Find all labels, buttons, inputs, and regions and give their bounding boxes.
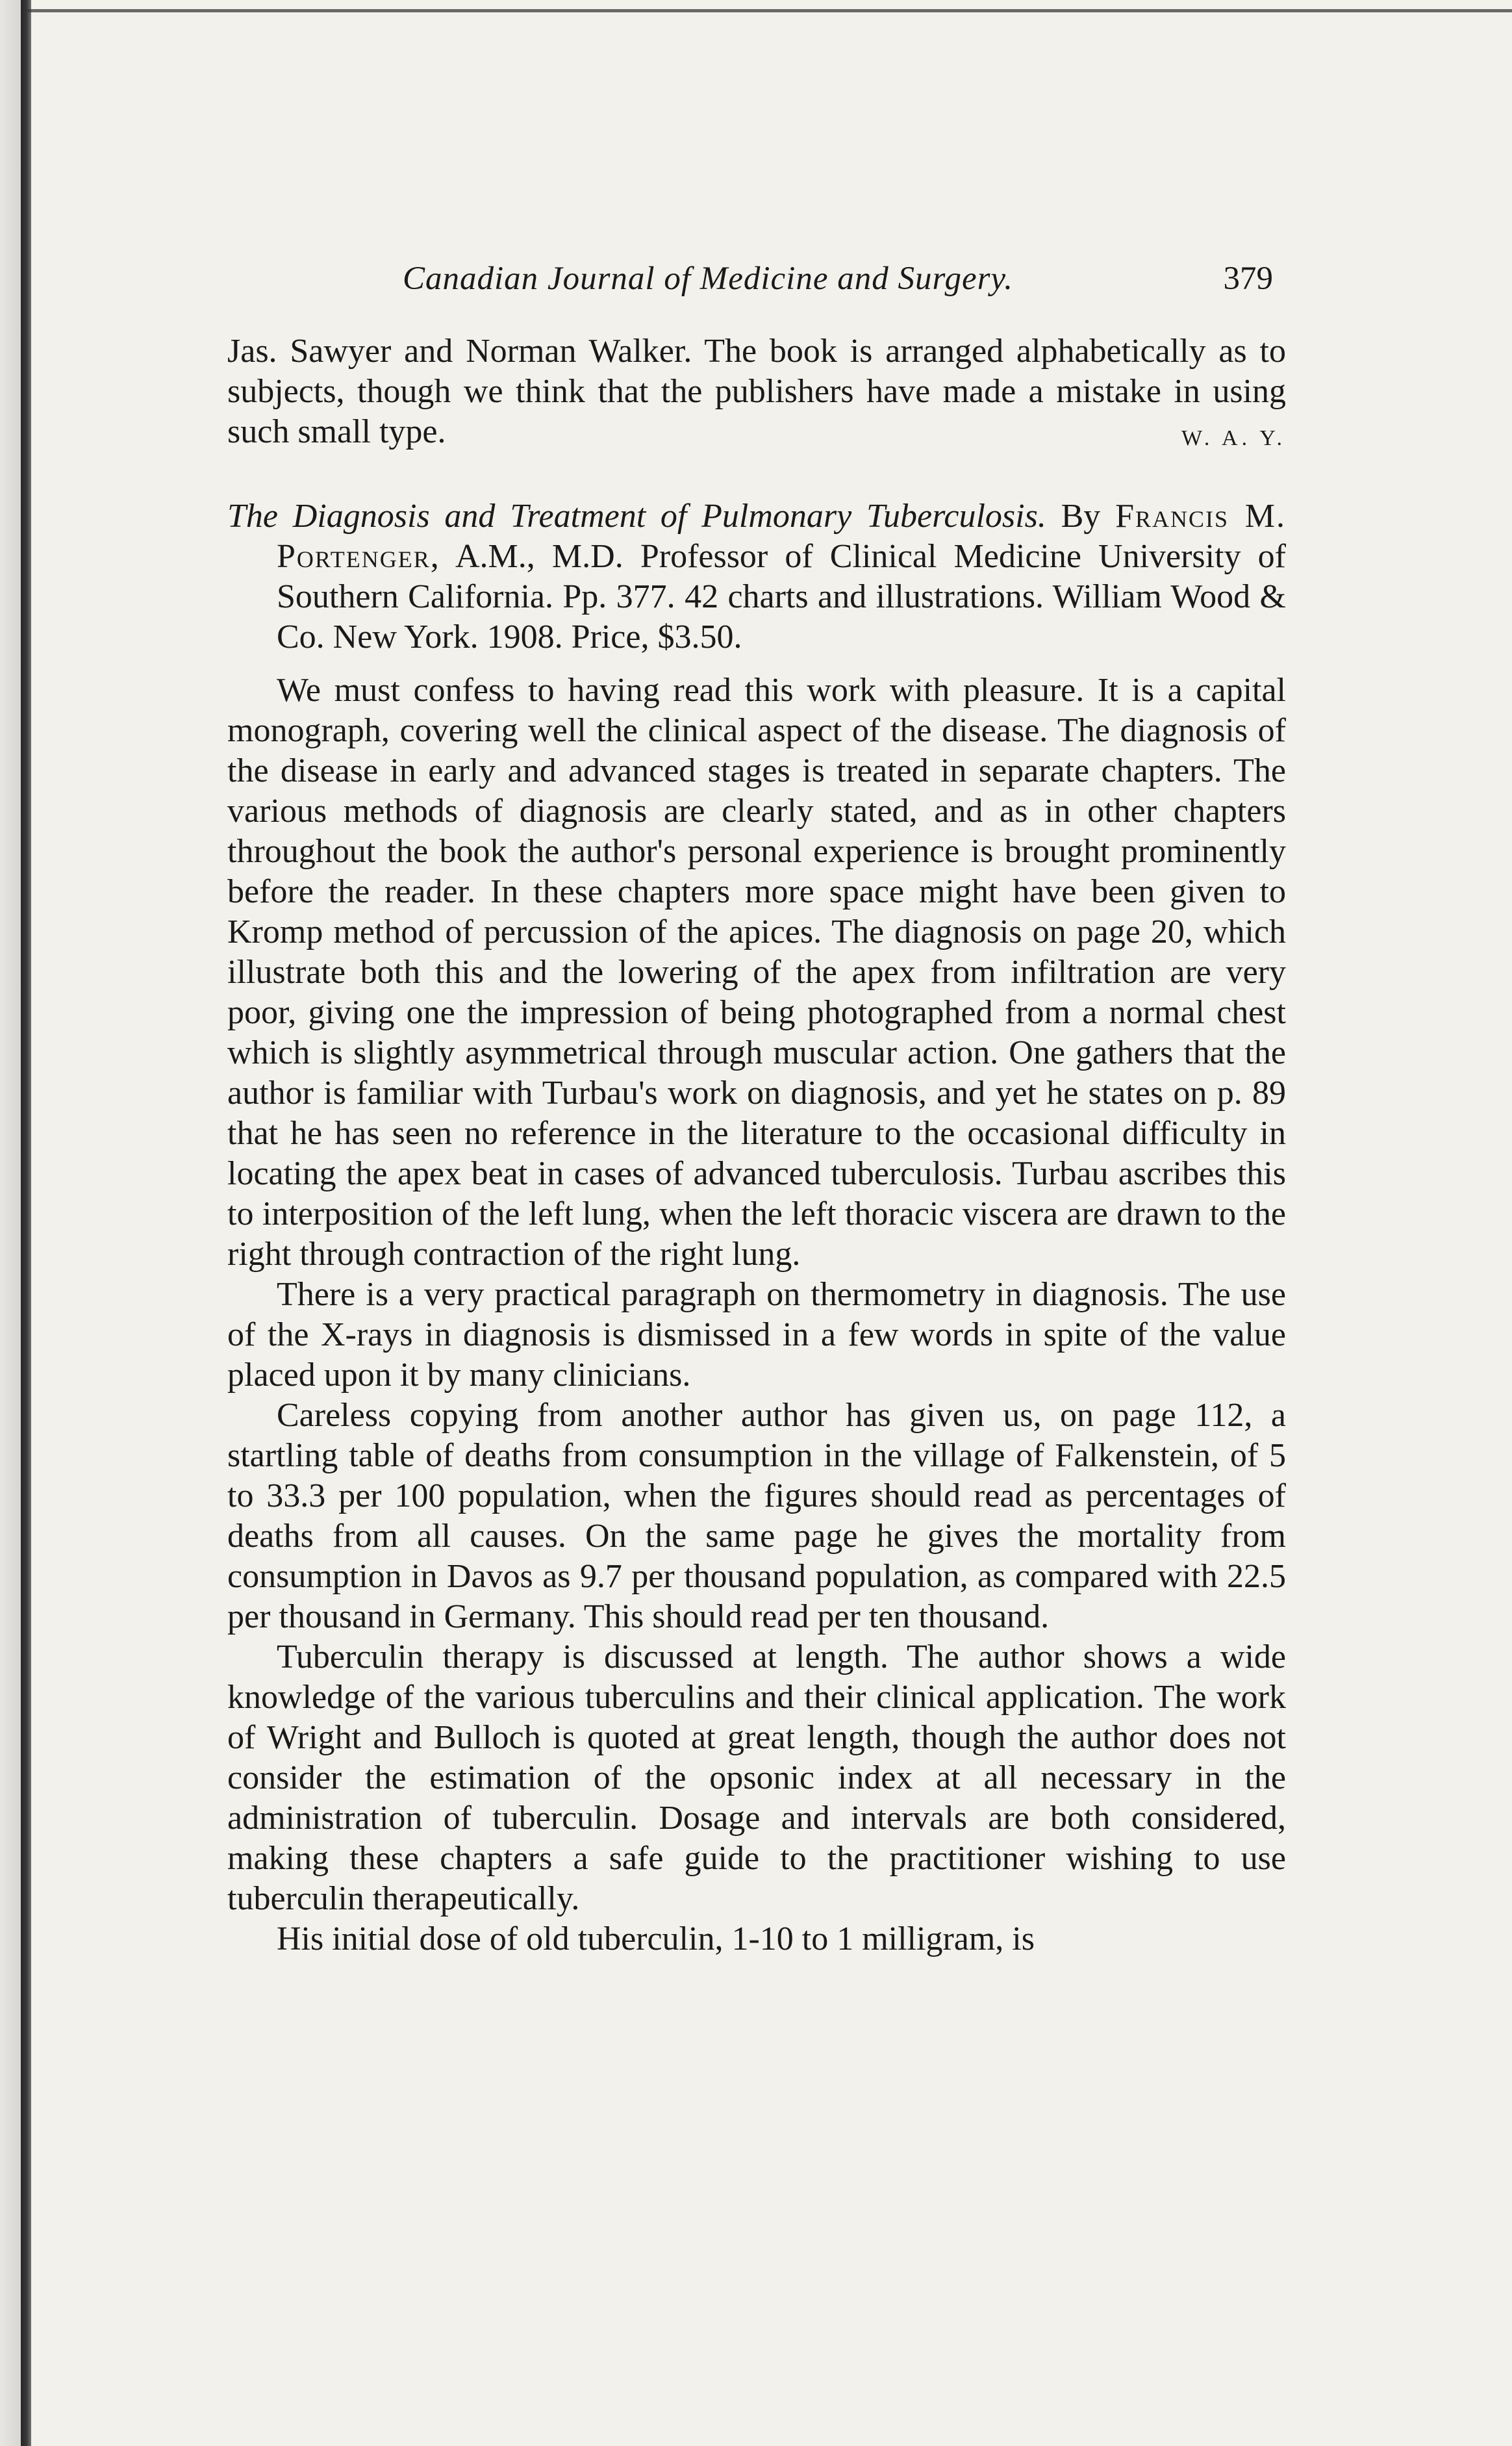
book-details: Professor of Clinical Medicine University of Southern California. Pp. 377. 42 charts and illustrations. William Wood & Co. New York. 1908. Price, $3.50. [277,538,1286,656]
author-name: Francis M. Portenger, [277,498,1287,575]
continuation-text: Jas. Sawyer and Norman Walker. The book is arranged alphabetically as to subjects, though we think that the publishers have made a mistake in using such small type. [227,333,1286,450]
body-paragraph: His initial dose of old tuberculin, 1-10 to 1 milligram, is [277,1920,1035,1957]
body-paragraph: Careless copying from another author has given us, on page 112, a startling table of deaths from consumption in the village of Falkenstein, of 5 to 33.3 per 100 population, when the figures should read as percentages of deaths from all causes. On the same page he gives the mortality from consumption in Davos as 9.7 per thousand population, as compared with 22.5 per thousand in Germany. This should read per ten thousand. [227,1397,1286,1635]
body-paragraph: Tuberculin therapy is discussed at length. The author shows a wide knowledge of the various tuberculins and their clinical application. The work of Wright and Bulloch is quoted at great length, though the author does not consider the estimation of the opsonic index at all necessary in the administration of tuberculin. Dosage and intervals are both considered, making these chapters a safe guide to the practitioner wishing to use tuberculin therapeutically. [227,1638,1286,1917]
scan-shadow [0,0,21,2446]
by-word: By [1061,498,1101,535]
scan-top-rule [26,9,1512,12]
reviewer-signature: W. A. Y. [1181,426,1286,450]
author-degrees: A.M., M.D. [455,538,624,575]
book-title: The Diagnosis and Treatment of Pulmonary Tuberculosis. [227,498,1046,535]
page-binding-edge [21,0,31,2446]
journal-page [227,260,1286,1959]
page-number: 379 [1223,261,1273,297]
review-heading [227,496,1286,657]
journal-title: Canadian Journal of Medicine and Surgery. [403,261,1013,297]
continuation-paragraph [227,331,1286,452]
body-paragraph: We must confess to having read this work with pleasure. It is a capital monograph, covering well the clinical aspect of the disease. The diagnosis of the disease in early and advanced stages is treated in separate chapters. The various methods of diagnosis are clearly stated, and as in other chapters throughout the book the author's personal experience is brought prominently before the reader. In these chapters more space might have been given to Kromp method of percussion of the apices. The diagnosis on page 20, which illustrate both this and the lowering of the apex from infiltration are very poor, giving one the impression of being photographed from a normal chest which is slightly asymmetrical through muscular action. One gathers that the author is familiar with Turbau's work on diagnosis, and yet he states on p. 89 that he has seen no reference in the literature to the occasional difficulty in locating the apex beat in cases of advanced tuberculosis. Turbau ascribes this to interposition of the left lung, when the left thoracic viscera are drawn to the right through contraction of the right lung. [227,672,1286,1273]
body-paragraph: There is a very practical paragraph on thermometry in diagnosis. The use of the X-rays in diagnosis is dismissed in a few words in spite of the value placed upon it by many clinicians. [227,1276,1286,1394]
running-head [227,260,1286,299]
